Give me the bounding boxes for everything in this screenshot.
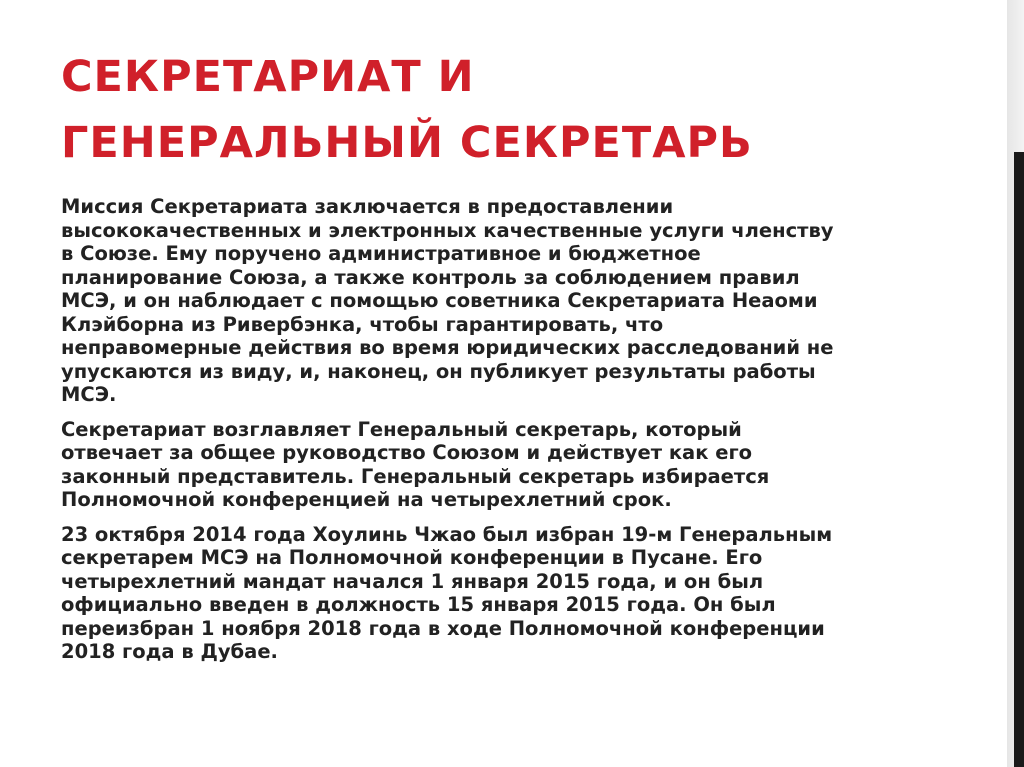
text-line: Полномочной конференцией на четырехлетний срок. [61, 488, 672, 511]
text-line: в Союзе. Ему поручено административное и бюджетное [61, 242, 701, 265]
slide-title-line: ГЕНЕРАЛЬНЫЙ СЕКРЕТАРЬ [61, 118, 753, 168]
slide-title [61, 44, 941, 176]
paragraph-election [61, 523, 921, 664]
slide-edge-dark-bar [1014, 152, 1024, 767]
text-line: законный представитель. Генеральный секретарь избирается [61, 464, 770, 488]
text-line: планирование Союза, а также контроль за соблюдением правил [61, 265, 800, 289]
text-line: 2018 года в Дубае. [61, 640, 278, 663]
text-line: неправомерные действия во время юридических расследований не [61, 336, 834, 359]
text-line: МСЭ, и он наблюдает с помощью советника Секретариата Неаоми [61, 289, 818, 312]
text-line: 23 октября 2014 года Хоулинь Чжао был избран 19-м Генеральным [61, 522, 833, 546]
text-line: высококачественных и электронных качественные услуги членству [61, 218, 834, 242]
slide-body [61, 195, 921, 675]
paragraph-mission [61, 195, 921, 407]
text-line: Секретариат возглавляет Генеральный секретарь, который [61, 417, 742, 441]
text-line: МСЭ. [61, 383, 117, 406]
text-line: Клэйборна из Ривербэнка, чтобы гарантировать, что [61, 312, 664, 336]
paragraph-secretary-general [61, 418, 921, 512]
text-line: упускаются из виду, и, наконец, он публикует результаты работы [61, 359, 816, 383]
text-line: отвечает за общее руководство Союзом и действует как его [61, 441, 753, 464]
text-line: официально введен в должность 15 января 2015 года. Он был [61, 593, 776, 616]
slide-title-line: СЕКРЕТАРИАТ И [61, 52, 475, 102]
text-line: четырехлетний мандат начался 1 января 2015 года, и он был [61, 569, 764, 593]
text-line: переизбран 1 ноября 2018 года в ходе Полномочной конференции [61, 616, 825, 640]
text-line: секретарем МСЭ на Полномочной конференции в Пусане. Его [61, 546, 763, 569]
text-line: Миссия Секретариата заключается в предоставлении [61, 195, 674, 218]
